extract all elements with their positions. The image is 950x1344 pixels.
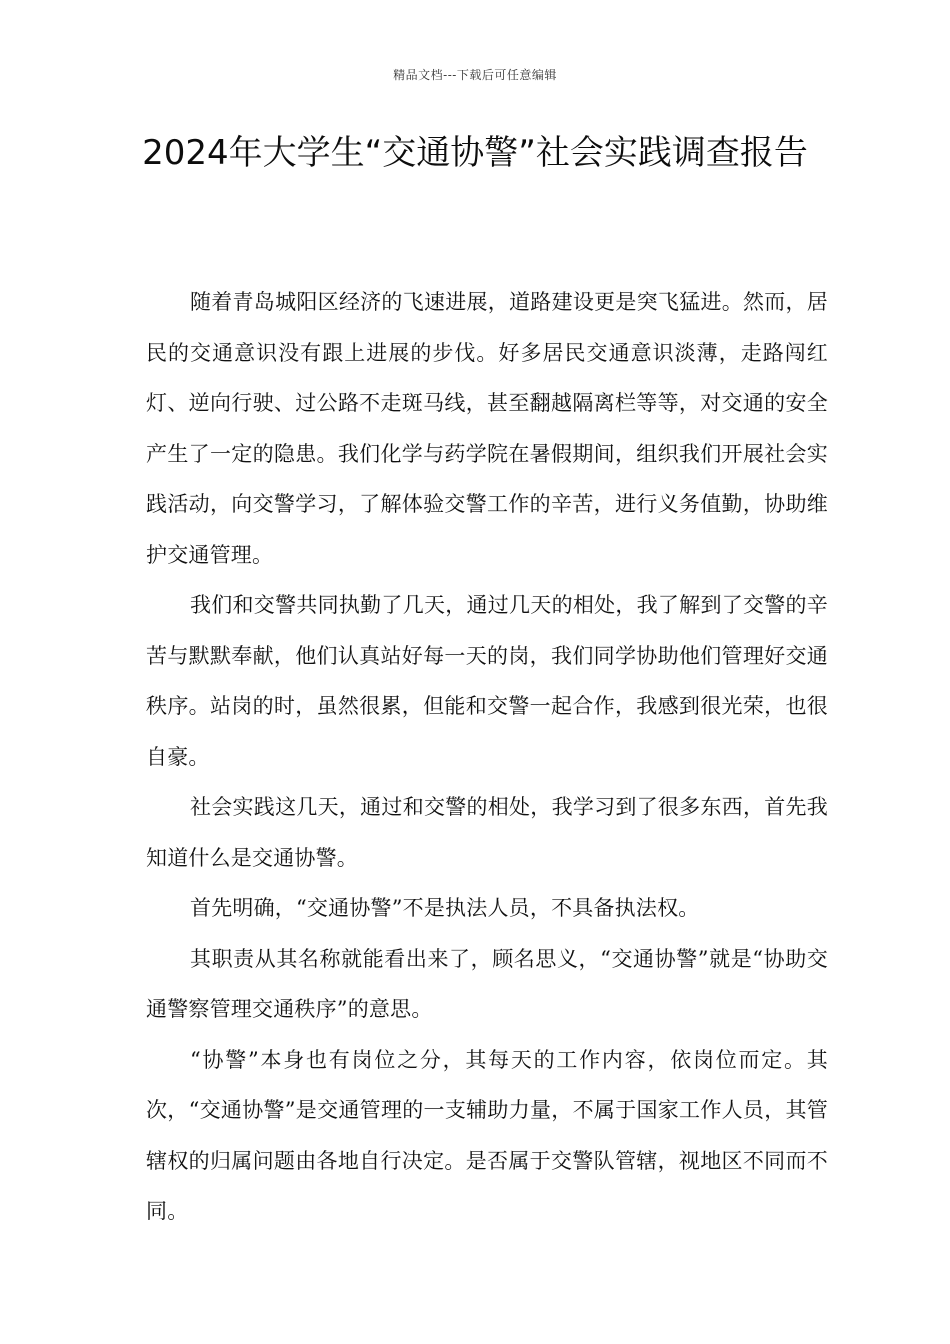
header-note: 精品文档---下载后可任意编辑 [393, 68, 557, 82]
document-body [146, 277, 828, 1237]
paragraph-4: 首先明确，“交通协警”不是执法人员，不具备执法权。 [190, 896, 700, 920]
document-title: 2024年大学生“交通协警”社会实践调查报告 [142, 133, 808, 173]
paragraph-5: 其职责从其名称就能看出来了，顾名思义，“交通协警”就是“协助交通警察管理交通秩序”的意思。 [146, 946, 828, 1021]
paragraph-1: 随着青岛城阳区经济的飞速进展，道路建设更是突飞猛进。然而，居民的交通意识没有跟上进展的步伐。好多居民交通意识淡薄，走路闯红灯、逆向行驶、过公路不走斑马线，甚至翻越隔离栏等等，对交通的安全产生了一定的隐患。我们化学与药学院在暑假期间，组织我们开展社会实践活动，向交警学习，了解体验交警工作的辛苦，进行义务值勤，协助维护交通管理。 [146, 290, 828, 567]
paragraph-2: 我们和交警共同执勤了几天，通过几天的相处，我了解到了交警的辛苦与默默奉献，他们认真站好每一天的岗，我们同学协助他们管理好交通秩序。站岗的时，虽然很累，但能和交警一起合作，我感到很光荣，也很自豪。 [146, 593, 828, 769]
paragraph-6: “协警”本身也有岗位之分，其每天的工作内容，依岗位而定。其次，“交通协警”是交通管理的一支辅助力量，不属于国家工作人员，其管辖权的归属问题由各地自行决定。是否属于交警队管辖，视地区不同而不同。 [146, 1047, 828, 1223]
paragraph-3: 社会实践这几天，通过和交警的相处，我学习到了很多东西，首先我知道什么是交通协警。 [146, 795, 828, 870]
